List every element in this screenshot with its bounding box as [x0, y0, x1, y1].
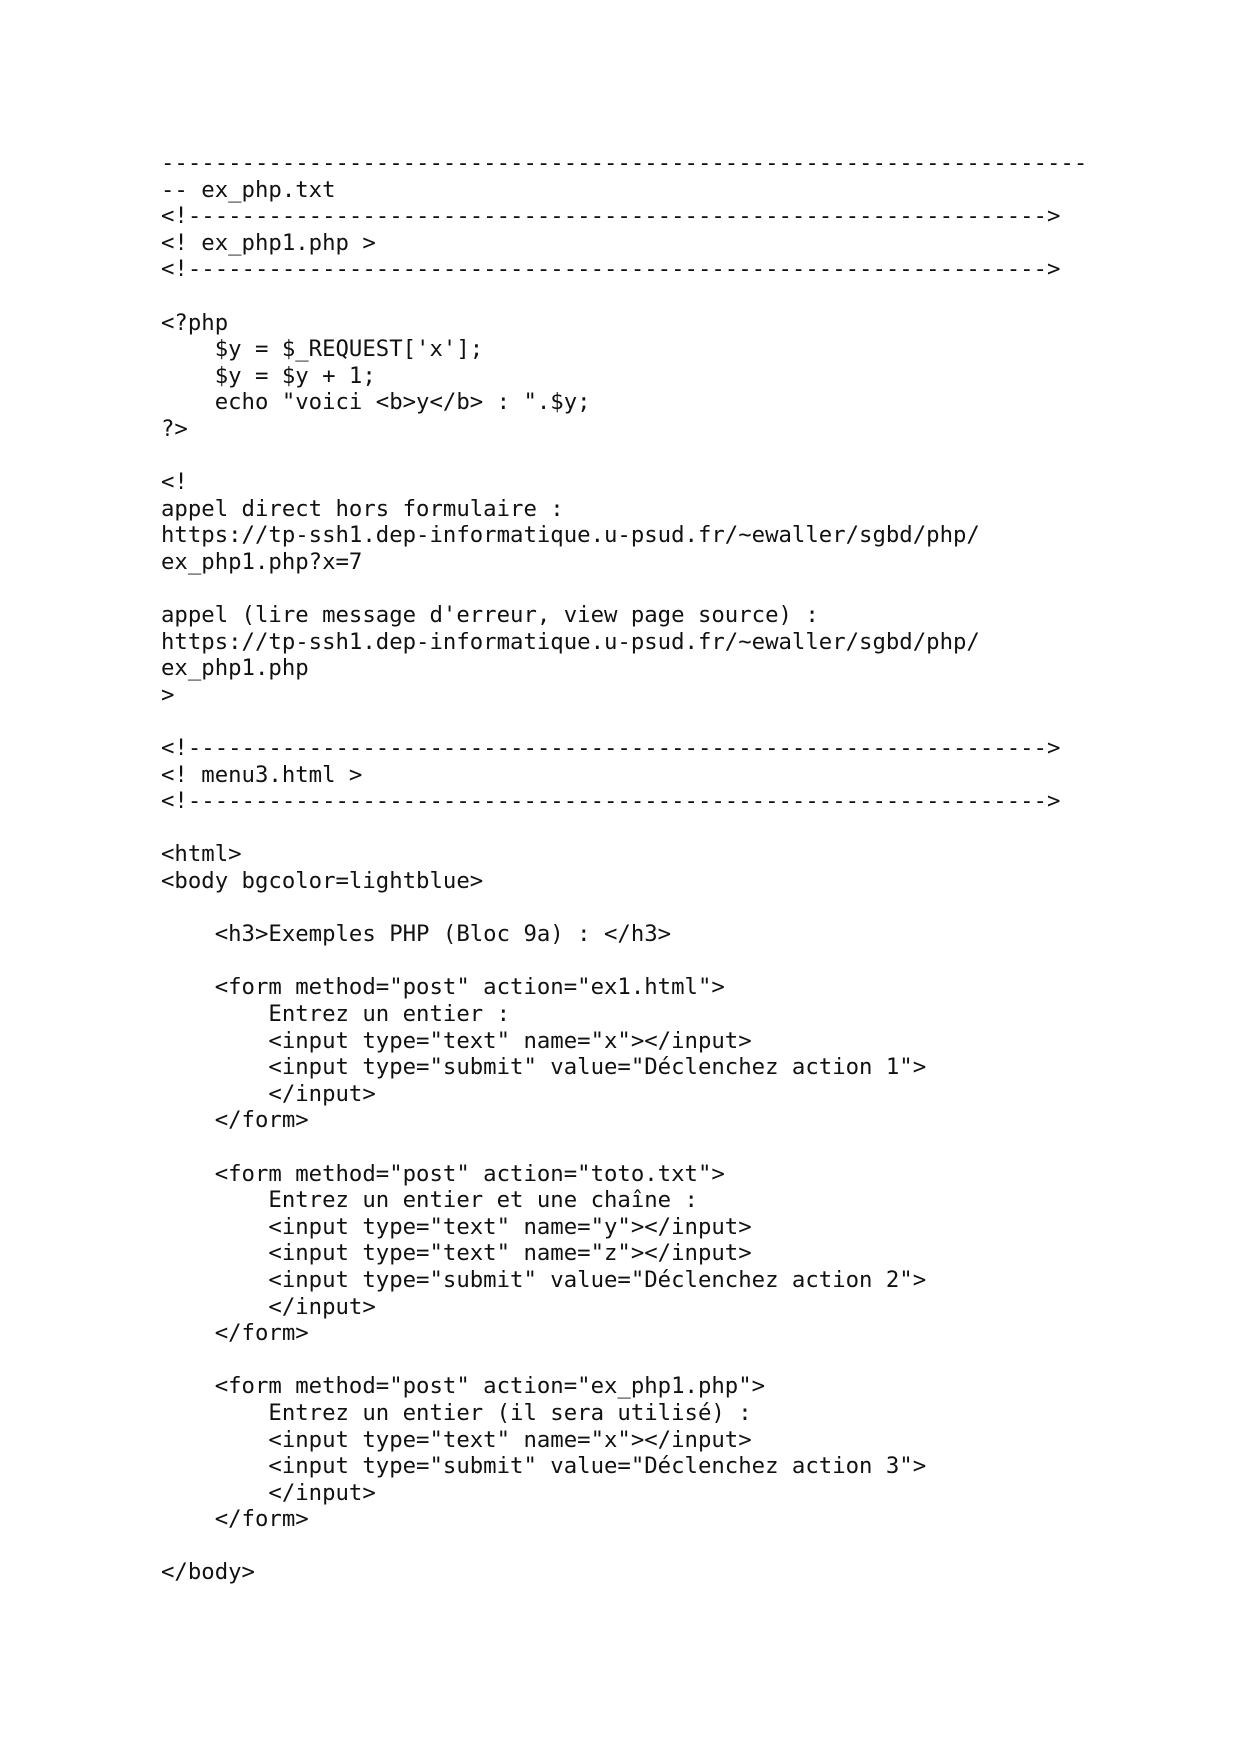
blank-line — [161, 815, 1121, 842]
url-line: ex_php1.php?x=7 — [161, 548, 363, 575]
separator-line: <!----------------------------------------------------------------> — [161, 256, 1061, 283]
code-line: <form method="post" action="ex_php1.php"> — [161, 1373, 766, 1400]
separator-line: --------------------------------------------------------------------- — [161, 150, 1088, 176]
code-line: <input type="text" name="x"></input> — [161, 1027, 752, 1054]
section-title-ex-php1: <! ex_php1.php > — [161, 229, 376, 256]
code-line: ?> — [161, 415, 188, 442]
comment-line: <! — [161, 469, 188, 496]
comment-line: > — [161, 681, 175, 708]
blank-line — [161, 1347, 1121, 1374]
code-line: <input type="text" name="y"></input> — [161, 1213, 752, 1240]
code-line: </body> — [161, 1559, 255, 1586]
blank-line — [161, 283, 1121, 310]
code-line: <input type="submit" value="Déclenchez action 1"> — [161, 1054, 927, 1081]
code-line: <html> — [161, 841, 242, 868]
blank-line — [161, 1134, 1121, 1161]
code-line: $y = $y + 1; — [161, 362, 376, 389]
code-line: $y = $_REQUEST['x']; — [161, 336, 484, 363]
code-line: <input type="text" name="x"></input> — [161, 1426, 752, 1453]
code-line: </form> — [161, 1320, 309, 1347]
url-line: ex_php1.php — [161, 655, 309, 682]
blank-line — [161, 576, 1121, 603]
code-line: <input type="submit" value="Déclenchez action 3"> — [161, 1453, 927, 1480]
blank-line — [161, 708, 1121, 735]
section-title-menu3: <! menu3.html > — [161, 761, 363, 788]
code-line: </form> — [161, 1107, 309, 1134]
code-line: echo "voici <b>y</b> : ".$y; — [161, 389, 591, 416]
code-line: </input> — [161, 1293, 376, 1320]
code-line: <input type="text" name="z"></input> — [161, 1240, 752, 1267]
code-line: <h3>Exemples PHP (Bloc 9a) : </h3> — [161, 921, 672, 948]
blank-line — [161, 1533, 1121, 1560]
code-line: <body bgcolor=lightblue> — [161, 868, 484, 895]
separator-line: <!----------------------------------------------------------------> — [161, 788, 1061, 815]
code-line: Entrez un entier : — [161, 1001, 511, 1027]
code-line: <form method="post" action="ex1.html"> — [161, 974, 725, 1001]
code-listing — [161, 150, 1121, 1586]
url-line: https://tp-ssh1.dep-informatique.u-psud.fr/~ewaller/sgbd/php/ — [161, 522, 980, 549]
blank-line — [161, 443, 1121, 470]
file-title-comment: -- ex_php.txt — [161, 176, 336, 203]
blank-line — [161, 948, 1121, 975]
code-line: </input> — [161, 1080, 376, 1107]
blank-line — [161, 895, 1121, 922]
comment-line: appel (lire message d'erreur, view page source) : — [161, 602, 819, 629]
code-line: </input> — [161, 1479, 376, 1506]
code-line: </form> — [161, 1506, 309, 1533]
code-line: Entrez un entier et une chaîne : — [161, 1187, 698, 1214]
code-line: <form method="post" action="toto.txt"> — [161, 1160, 725, 1187]
comment-line: appel direct hors formulaire : — [161, 495, 564, 522]
code-line: <?php — [161, 309, 229, 336]
separator-line: <!----------------------------------------------------------------> — [161, 735, 1061, 762]
code-line: <input type="submit" value="Déclenchez action 2"> — [161, 1266, 927, 1293]
url-line: https://tp-ssh1.dep-informatique.u-psud.fr/~ewaller/sgbd/php/ — [161, 628, 980, 655]
separator-line: <!----------------------------------------------------------------> — [161, 203, 1061, 230]
code-line: Entrez un entier (il sera utilisé) : — [161, 1399, 752, 1426]
